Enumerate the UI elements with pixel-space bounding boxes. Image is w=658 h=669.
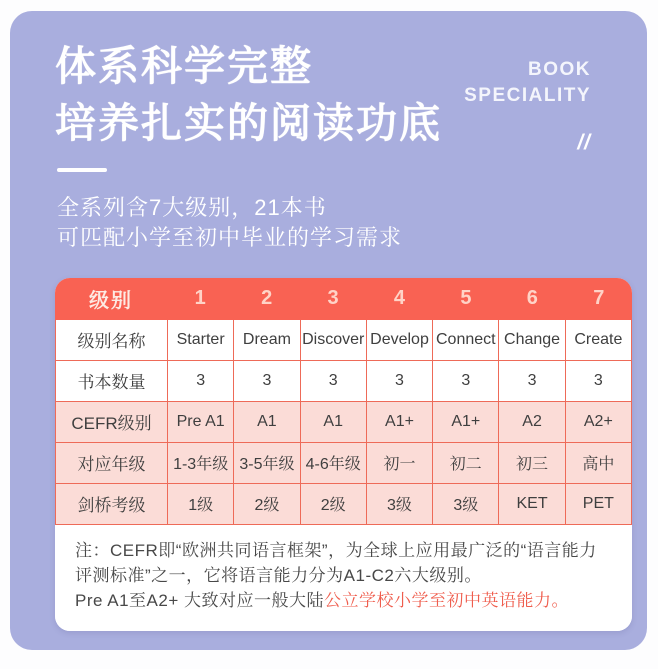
row-label: 剑桥考级 [56,484,168,525]
table-cell: Discover [301,320,367,361]
table-header-level: 3 [327,287,339,310]
table-cell: Pre A1 [168,402,234,443]
table-body [55,320,632,525]
table-header-row [55,278,632,320]
title-line-2: 培养扎实的阅读功底 [55,99,442,146]
table-cell: Change [499,320,565,361]
table-cell: 3 [168,361,234,402]
table-cell: A1+ [433,402,499,443]
row-label: 级别名称 [56,320,168,361]
table-header-level: 5 [460,287,472,310]
table-cell: A1 [234,402,300,443]
row-label: 对应年级 [56,443,168,484]
table-cell: 高中 [566,443,632,484]
footnote-line-1: 注：CEFR即“欧洲共同语言框架”，为全球上应用最广泛的“语言能力评测标准”之一，它将语言能力分为A1-C2六大级别。 [75,540,597,585]
table-header-level: 2 [261,287,273,310]
table-cell: 初三 [499,443,565,484]
table-cell: 3级 [367,484,433,525]
table-cell: A1+ [367,402,433,443]
table-cell: 3 [566,361,632,402]
table-cell: 3 [499,361,565,402]
table-cell: 初二 [433,443,499,484]
table-header-label: 级别 [89,290,133,313]
promo-card [10,11,647,650]
table-cell: 3 [433,361,499,402]
table-cell: 初一 [367,443,433,484]
table-row [56,484,632,525]
table-row [56,320,632,361]
table-row [56,402,632,443]
intro-text [57,193,609,252]
double-slash-mark: // [577,131,591,154]
table-header-level: 1 [194,287,206,310]
table-cell: 1-3年级 [168,443,234,484]
row-label: CEFR级别 [56,402,168,443]
table-cell: Starter [168,320,234,361]
footnote-line-2-plain: Pre A1至A2+ 大致对应一般大陆 [75,590,324,610]
table-cell: 2级 [301,484,367,525]
table-header-level: 4 [393,287,406,310]
footnote-line-2-highlight: 公立学校小学至初中英语能力。 [323,590,569,610]
table-row [56,361,632,402]
row-label: 书本数量 [56,361,168,402]
table-cell: 3级 [433,484,499,525]
table-cell: 1级 [168,484,234,525]
footnote [55,525,632,631]
table-cell: 3-5年级 [234,443,300,484]
title-underline [57,168,107,172]
table-cell: Create [566,320,632,361]
table-cell: A2 [499,402,565,443]
table-header-level: 6 [526,287,538,310]
levels-table [55,278,632,631]
book-speciality-badge [464,57,591,108]
badge-line-1: BOOK [528,59,591,80]
table-row [56,443,632,484]
table-header-level: 7 [593,287,605,310]
table-cell: PET [566,484,632,525]
table-cell: 3 [234,361,300,402]
table-cell: 4-6年级 [301,443,367,484]
table-cell: A1 [301,402,367,443]
table-cell: 3 [367,361,433,402]
card-content [10,11,647,650]
table-cell: 2级 [234,484,300,525]
table-cell: KET [499,484,565,525]
table-cell: Develop [367,320,433,361]
intro-line-1: 全系列含7大级别，21本书 [57,195,327,221]
badge-line-2: SPECIALITY [464,84,591,106]
title-line-1: 体系科学完整 [55,43,313,89]
table-cell: Dream [234,320,300,361]
table-cell: A2+ [566,402,632,443]
table-cell: 3 [301,361,367,402]
table-cell: Connect [433,320,499,361]
intro-line-2: 可匹配小学至初中毕业的学习需求 [57,224,403,250]
